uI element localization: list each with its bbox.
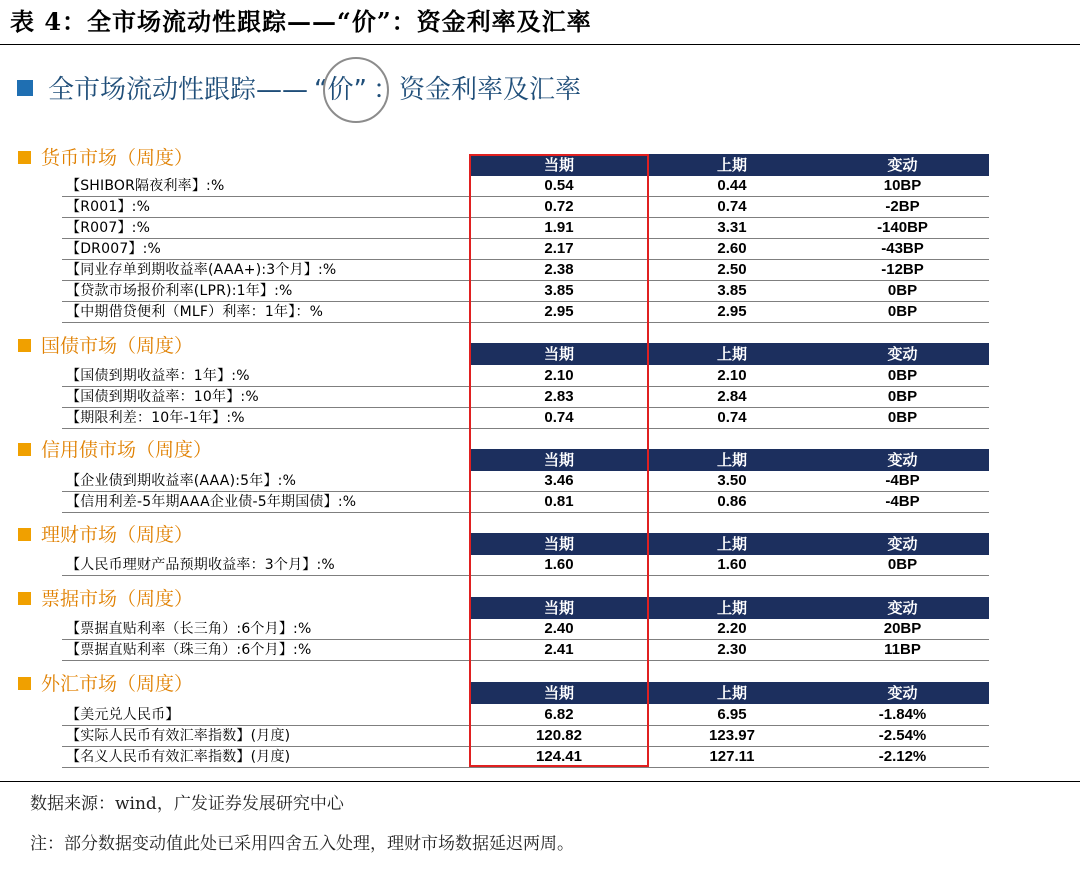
- current-value: 2.40: [544, 620, 574, 637]
- orange-square-icon: [18, 443, 31, 456]
- col-change-header: 变动: [887, 156, 918, 174]
- col-current-header: 当期: [543, 684, 574, 702]
- current-value: 0.54: [544, 177, 574, 194]
- section-title-text: 理财市场（周度）: [41, 524, 194, 546]
- row-label: 【SHIBOR隔夜利率】:%: [66, 178, 225, 194]
- previous-value: 2.10: [717, 367, 747, 384]
- change-value: -4BP: [885, 472, 920, 489]
- row-label: 【人民币理财产品预期收益率：3个月】:%: [66, 557, 335, 573]
- row-label: 【国债到期收益率：1年】:%: [66, 368, 250, 384]
- current-value: 2.10: [544, 367, 574, 384]
- bottom-rule: [0, 781, 1080, 782]
- top-rule: [0, 44, 1080, 45]
- change-value: -2BP: [885, 198, 920, 215]
- header-title-part1: 全市场流动性跟踪——: [48, 75, 309, 105]
- section-header: [48, 70, 581, 110]
- current-value: 3.85: [544, 282, 574, 299]
- section-title-bill-market: [18, 586, 193, 612]
- current-value: 1.91: [544, 219, 574, 236]
- header-title-part2: ：资金利率及汇率: [372, 75, 581, 105]
- change-value: -12BP: [881, 261, 924, 278]
- previous-value: 2.50: [717, 261, 747, 278]
- orange-square-icon: [18, 677, 31, 690]
- current-value: 2.95: [544, 303, 574, 320]
- col-previous-header: 上期: [716, 451, 747, 469]
- previous-value: 3.31: [717, 219, 747, 236]
- col-current-header: 当期: [543, 599, 574, 617]
- section-title-text: 外汇市场（周度）: [41, 673, 194, 695]
- col-previous-header: 上期: [716, 599, 747, 617]
- current-value: 2.38: [544, 261, 574, 278]
- row-label: 【美元兑人民币】: [66, 707, 180, 723]
- previous-value: 2.84: [717, 388, 747, 405]
- previous-value: 6.95: [717, 706, 747, 723]
- col-previous-header: 上期: [716, 156, 747, 174]
- change-value: 0BP: [887, 303, 918, 320]
- section-title-text: 信用债市场（周度）: [41, 439, 213, 461]
- col-change-header: 变动: [887, 684, 918, 702]
- section-title-money-market: [18, 145, 193, 171]
- previous-value: 0.74: [717, 198, 747, 215]
- section-title-text: 票据市场（周度）: [41, 588, 194, 610]
- row-label: 【贷款市场报价利率(LPR):1年】:%: [66, 283, 293, 299]
- current-value: 6.82: [544, 706, 574, 723]
- orange-square-icon: [18, 339, 31, 352]
- row-label: 【同业存单到期收益率(AAA+):3个月】:%: [66, 262, 337, 278]
- change-value: -2.54%: [878, 727, 927, 744]
- document-title: 表 4：全市场流动性跟踪——“价”：资金利率及汇率: [10, 7, 592, 36]
- row-label: 【实际人民币有效汇率指数】(月度): [66, 728, 291, 744]
- previous-value: 2.95: [717, 303, 747, 320]
- col-current-header: 当期: [543, 451, 574, 469]
- col-current-header: 当期: [543, 535, 574, 553]
- previous-value: 0.86: [717, 493, 747, 510]
- current-column-highlight: [469, 154, 649, 767]
- row-label: 【中期借贷便利（MLF）利率：1年】：%: [66, 304, 324, 320]
- col-change-header: 变动: [887, 535, 918, 553]
- row-label: 【R001】:%: [66, 199, 151, 215]
- price-circle-icon: [323, 57, 389, 123]
- row-label: 【DR007】:%: [66, 241, 162, 257]
- section-title-treasury-market: [18, 333, 193, 359]
- row-label: 【企业债到期收益率(AAA):5年】:%: [66, 473, 297, 489]
- previous-value: 2.20: [717, 620, 747, 637]
- previous-value: 3.50: [717, 472, 747, 489]
- section-title-fx-market: [18, 671, 193, 697]
- col-previous-header: 上期: [716, 684, 747, 702]
- section-title-text: 货币市场（周度）: [41, 147, 194, 169]
- col-change-header: 变动: [887, 451, 918, 469]
- header-square-icon: [17, 80, 33, 96]
- previous-value: 127.11: [709, 748, 755, 765]
- col-change-header: 变动: [887, 345, 918, 363]
- previous-value: 123.97: [709, 727, 755, 744]
- previous-value: 2.60: [717, 240, 747, 257]
- current-value: 1.60: [544, 556, 574, 573]
- change-value: 11BP: [884, 641, 921, 658]
- change-value: 0BP: [887, 556, 918, 573]
- change-value: -2.12%: [878, 748, 927, 765]
- orange-square-icon: [18, 592, 31, 605]
- previous-value: 3.85: [717, 282, 747, 299]
- change-value: 10BP: [883, 177, 922, 194]
- current-value: 0.74: [544, 409, 574, 426]
- current-value: 124.41: [536, 748, 582, 765]
- change-value: 0BP: [887, 282, 918, 299]
- previous-value: 0.44: [717, 177, 747, 194]
- row-label: 【名义人民币有效汇率指数】(月度): [66, 749, 291, 765]
- change-value: -140BP: [877, 219, 928, 236]
- change-value: 20BP: [883, 620, 922, 637]
- remark-note: 注：部分数据变动值此处已采用四舍五入处理，理财市场数据延迟两周。: [30, 834, 574, 854]
- header-price-label: “价”: [314, 75, 367, 105]
- section-title-wealth-market: [18, 522, 193, 548]
- col-current-header: 当期: [543, 345, 574, 363]
- change-value: 0BP: [887, 409, 918, 426]
- current-value: 120.82: [536, 727, 582, 744]
- change-value: 0BP: [887, 367, 918, 384]
- section-title-credit-bond-market: [18, 437, 212, 463]
- row-label: 【国债到期收益率：10年】:%: [66, 389, 259, 405]
- current-value: 2.83: [544, 388, 574, 405]
- current-value: 2.17: [544, 240, 574, 257]
- previous-value: 0.74: [717, 409, 747, 426]
- row-label: 【票据直贴利率（长三角）:6个月】:%: [66, 621, 312, 637]
- current-value: 0.72: [544, 198, 574, 215]
- current-value: 2.41: [544, 641, 574, 658]
- change-value: -4BP: [885, 493, 920, 510]
- current-value: 3.46: [544, 472, 574, 489]
- previous-value: 1.60: [717, 556, 747, 573]
- row-label: 【R007】:%: [66, 220, 151, 236]
- change-value: 0BP: [887, 388, 918, 405]
- orange-square-icon: [18, 151, 31, 164]
- source-note: 数据来源：wind，广发证券发展研究中心: [30, 794, 344, 814]
- col-change-header: 变动: [887, 599, 918, 617]
- row-label: 【信用利差-5年期AAA企业债-5年期国债】:%: [66, 494, 357, 510]
- col-previous-header: 上期: [716, 345, 747, 363]
- section-title-text: 国债市场（周度）: [41, 335, 194, 357]
- col-previous-header: 上期: [716, 535, 747, 553]
- change-value: -43BP: [881, 240, 924, 257]
- orange-square-icon: [18, 528, 31, 541]
- row-label: 【期限利差：10年-1年】:%: [66, 410, 245, 426]
- current-value: 0.81: [544, 493, 574, 510]
- row-label: 【票据直贴利率（珠三角）:6个月】:%: [66, 642, 312, 658]
- col-current-header: 当期: [543, 156, 574, 174]
- change-value: -1.84%: [878, 706, 927, 723]
- previous-value: 2.30: [717, 641, 747, 658]
